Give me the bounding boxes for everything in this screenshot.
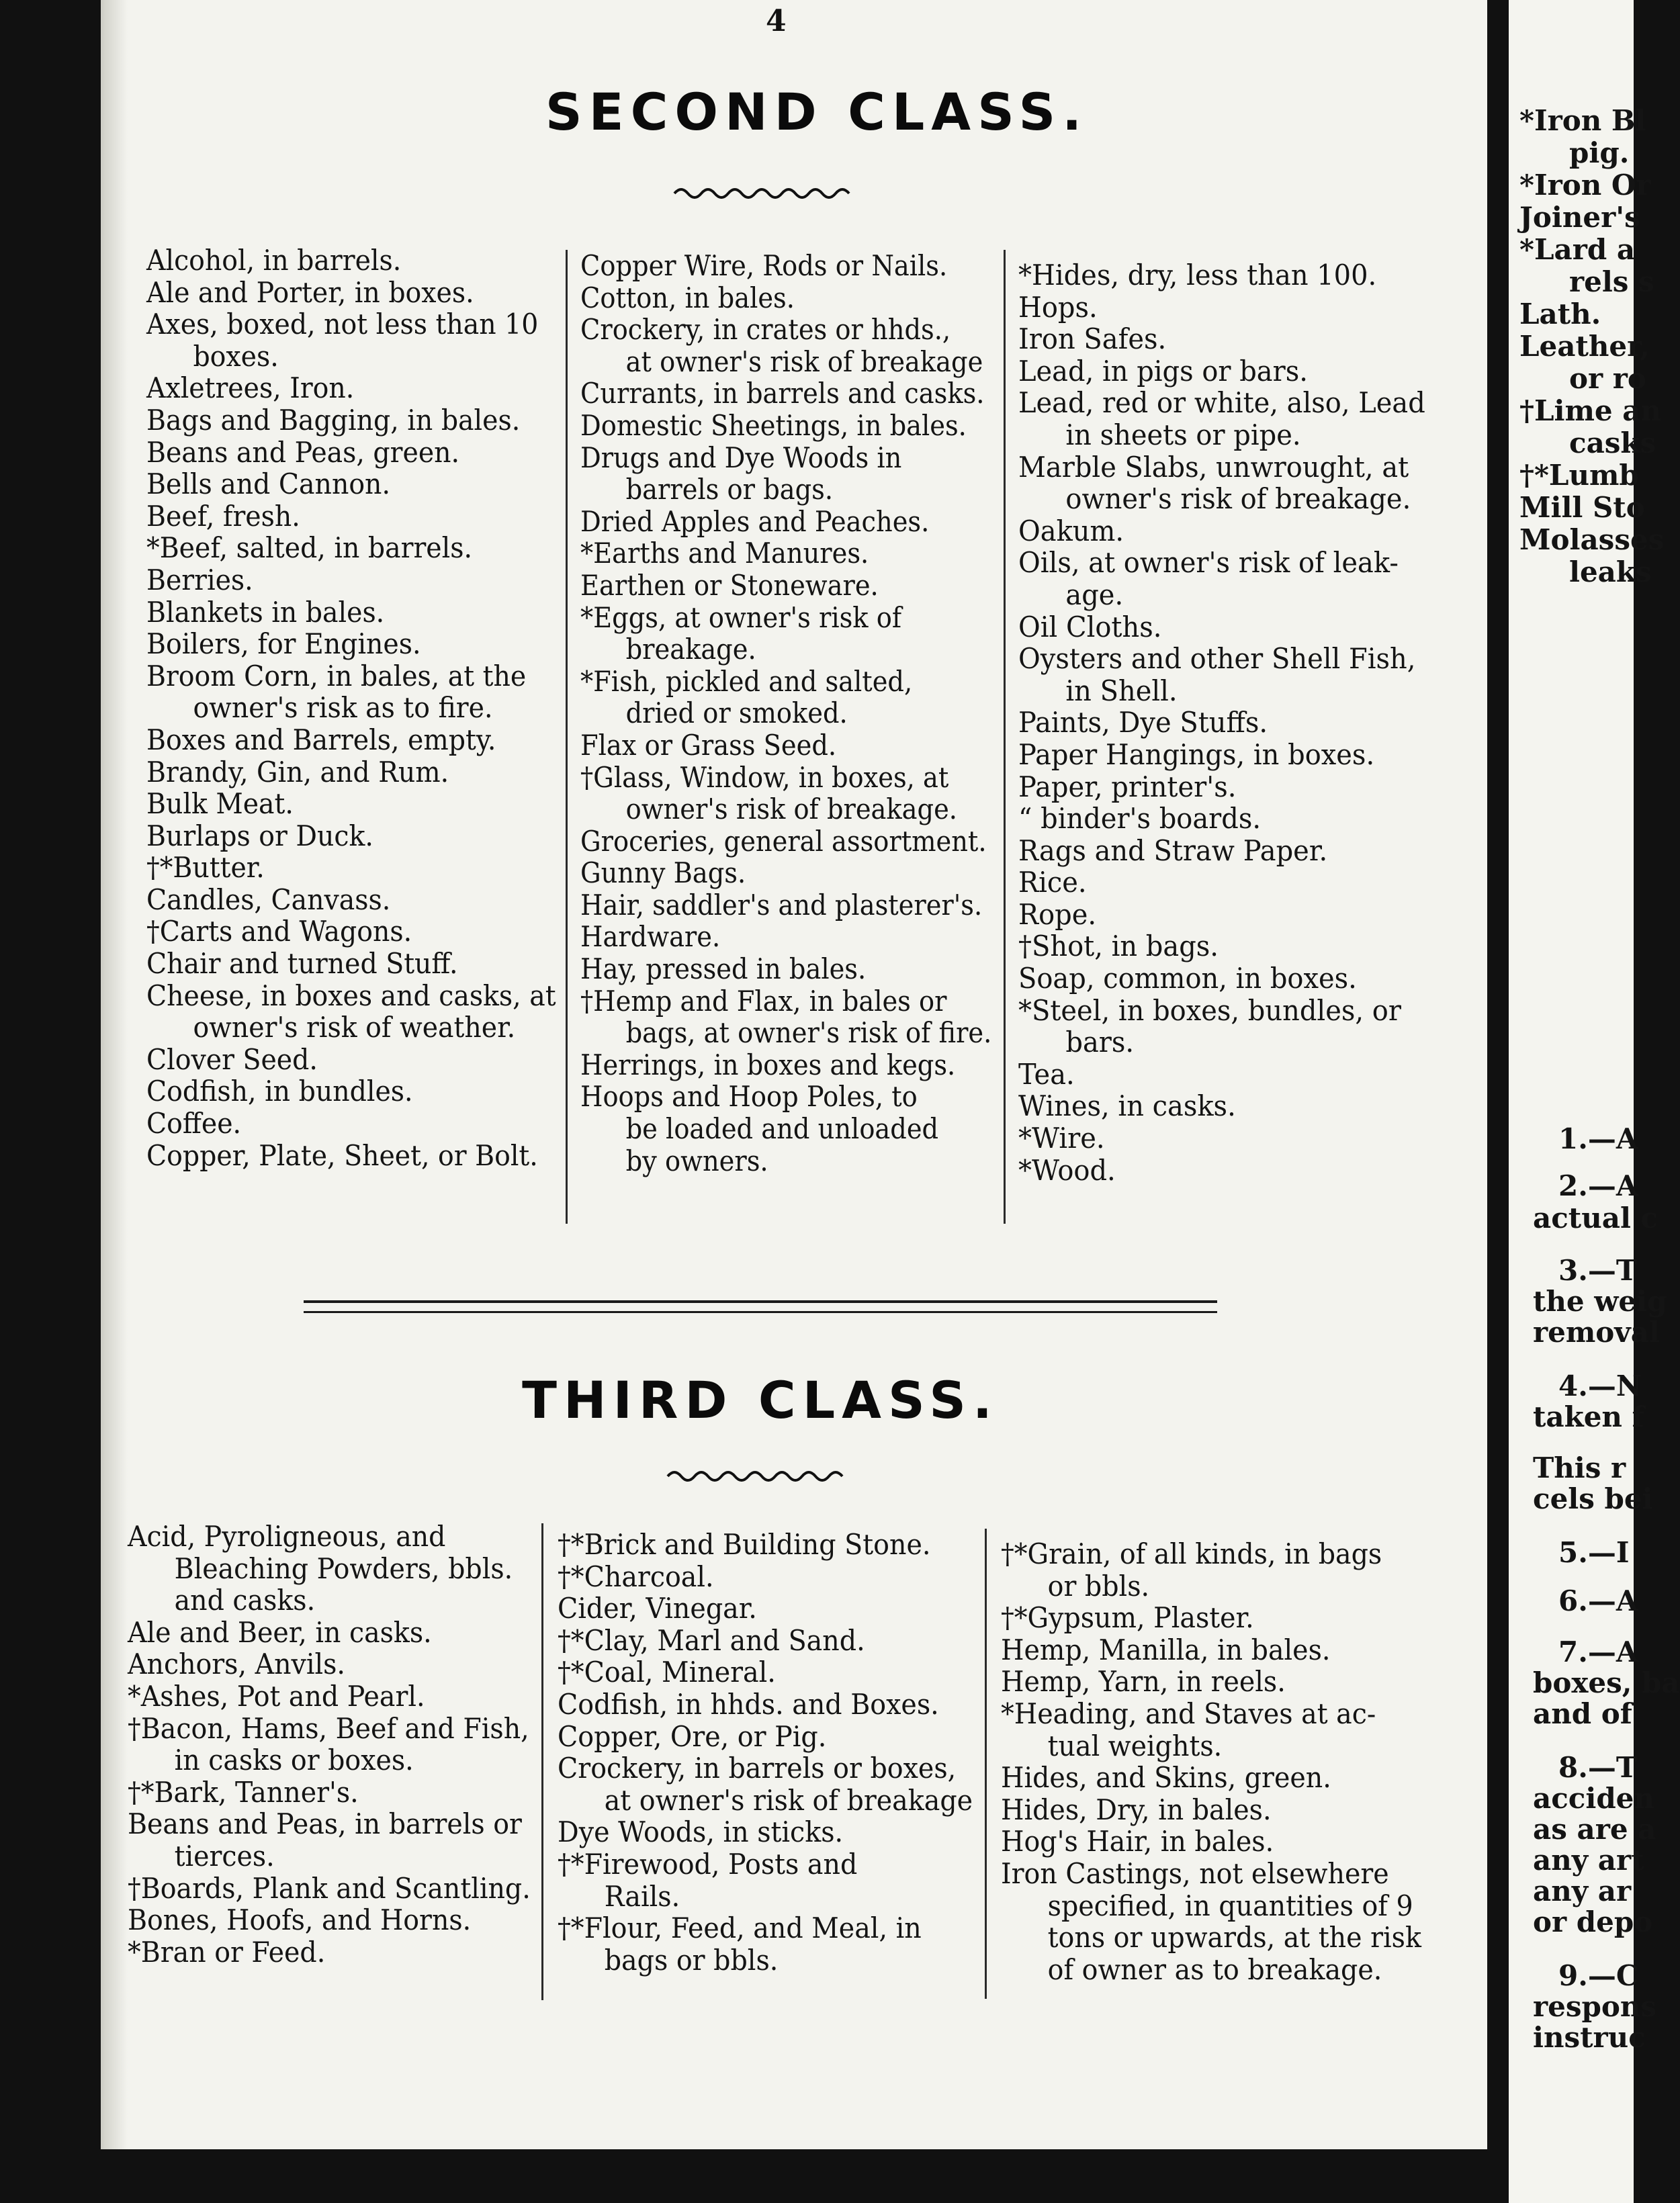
adjacent-page-line: Lath.	[1519, 298, 1601, 330]
list-item	[580, 602, 991, 666]
list-item-text: Acid, Pyroligneous, and	[128, 1520, 446, 1553]
list-item-continuation: tual weights.	[1047, 1729, 1223, 1762]
list-item-text: Beans and Peas, green.	[146, 435, 460, 469]
list-item-text: Flax or Grass Seed.	[580, 728, 837, 762]
list-item-text: Broom Corn, in bales, at the	[146, 659, 527, 692]
list-item-text: Hemp, Manilla, in bales.	[1001, 1633, 1331, 1666]
adjacent-page-rule-line: 9.—C	[1558, 1959, 1639, 1992]
adjacent-page-rule-line: boxes, ba	[1533, 1666, 1680, 1699]
column-divider	[541, 1523, 543, 2000]
list-item	[146, 628, 556, 660]
list-item	[580, 762, 991, 825]
list-item	[580, 985, 991, 1049]
ornament-squiggle	[672, 184, 860, 201]
list-item-text: *Earths and Manures.	[580, 537, 869, 570]
list-item	[128, 1936, 531, 1969]
list-item	[146, 788, 556, 820]
list-item	[146, 852, 556, 884]
list-item-text: Dried Apples and Peaches.	[580, 504, 930, 538]
list-item	[580, 442, 991, 506]
double-rule-top	[304, 1300, 1217, 1303]
list-item-continuation: at owner's risk of breakage	[625, 345, 983, 378]
list-item-text: Boilers, for Engines.	[146, 627, 421, 661]
adjacent-page-rule-line: as are a	[1533, 1813, 1656, 1846]
list-item	[1018, 515, 1425, 547]
list-item	[128, 1713, 531, 1777]
list-item-continuation: barrels or bags.	[625, 473, 834, 506]
list-item-continuation: bags, at owner's risk of fire.	[625, 1016, 992, 1050]
list-item-text: Axes, boxed, not less than 10	[146, 308, 539, 341]
adjacent-page-line: pig.	[1569, 136, 1630, 169]
list-item-continuation: owner's risk as to fire.	[193, 691, 493, 725]
list-item-text: Bells and Cannon.	[146, 467, 390, 501]
list-item	[146, 756, 556, 789]
list-item	[128, 1904, 531, 1936]
list-item-text: Rope.	[1018, 897, 1097, 931]
adjacent-page	[1509, 0, 1680, 2203]
list-item-text: Berries.	[146, 563, 253, 596]
list-item	[580, 314, 991, 377]
list-item	[146, 437, 556, 469]
list-item-text: *Beef, salted, in barrels.	[146, 531, 472, 565]
list-item	[146, 404, 556, 437]
list-item	[1018, 547, 1425, 611]
list-item	[1018, 1090, 1425, 1122]
list-item-text: Coffee.	[146, 1107, 242, 1140]
page-gutter-shadow	[101, 0, 128, 2149]
list-item-text: Beef, fresh.	[146, 499, 300, 533]
adjacent-page-line: Molasses	[1519, 523, 1665, 556]
list-item-text: Oysters and other Shell Fish,	[1018, 642, 1416, 676]
list-item	[580, 889, 991, 921]
list-item	[1018, 355, 1425, 388]
list-item-text: Brandy, Gin, and Rum.	[146, 755, 449, 789]
list-item-text: Paints, Dye Stuffs.	[1018, 706, 1268, 739]
list-item-text: †Boards, Plank and Scantling.	[128, 1871, 531, 1905]
adjacent-page-rule-line: 8.—T	[1558, 1751, 1638, 1784]
list-item	[558, 1529, 973, 1561]
list-item	[1018, 995, 1425, 1059]
list-item	[146, 1044, 556, 1076]
adjacent-page-line: rels s	[1569, 265, 1654, 298]
list-item	[558, 1656, 973, 1689]
list-item-continuation: by owners.	[625, 1144, 768, 1177]
list-item-text: †*Charcoal.	[558, 1560, 714, 1593]
list-item-text: †*Flour, Feed, and Meal, in	[558, 1912, 922, 1945]
adjacent-page-rule-line: and of	[1533, 1697, 1632, 1730]
column-divider	[985, 1529, 987, 1999]
list-item-text: Cotton, in bales.	[580, 281, 795, 314]
list-item-text: Axletrees, Iron.	[146, 371, 355, 405]
second-class-title: SECOND CLASS.	[545, 82, 1089, 142]
adjacent-page-line: leaks	[1569, 555, 1652, 588]
list-item-text: *Heading, and Staves at ac-	[1001, 1697, 1376, 1730]
list-item	[128, 1680, 531, 1713]
adjacent-page-line: †*Lumb	[1519, 459, 1639, 492]
list-item	[1001, 1826, 1421, 1858]
adjacent-page-rule-line: 3.—T	[1558, 1254, 1638, 1287]
list-item	[146, 244, 556, 277]
list-item	[1018, 1155, 1425, 1187]
list-item-continuation: bags or bbls.	[604, 1943, 779, 1977]
list-item	[1001, 1794, 1421, 1826]
list-item-text: Burlaps or Duck.	[146, 819, 373, 852]
list-item	[1018, 771, 1425, 803]
list-item-text: Beans and Peas, in barrels or	[128, 1807, 522, 1841]
list-item-continuation: bars.	[1065, 1026, 1135, 1059]
list-item	[558, 1721, 973, 1753]
list-item	[1018, 866, 1425, 899]
list-item	[580, 857, 991, 889]
list-item-text: Currants, in barrels and casks.	[580, 377, 985, 410]
list-item-text: Groceries, general assortment.	[580, 824, 987, 858]
list-item-text: Oil Cloths.	[1018, 610, 1162, 643]
list-item-text: Hoops and Hoop Poles, to	[580, 1080, 918, 1114]
list-item	[128, 1617, 531, 1649]
list-item-text: Wines, in casks.	[1018, 1089, 1236, 1123]
list-item	[558, 1752, 973, 1816]
list-item-continuation: breakage.	[625, 633, 756, 666]
list-item	[146, 948, 556, 980]
adjacent-page-rule-line: 2.—A	[1558, 1169, 1638, 1202]
list-item	[580, 1049, 991, 1081]
list-item-text: †Bacon, Hams, Beef and Fish,	[128, 1711, 529, 1745]
list-item	[1018, 611, 1425, 643]
list-item-text: *Ashes, Pot and Pearl.	[128, 1679, 425, 1713]
adjacent-page-rule-line: 7.—A	[1558, 1635, 1638, 1668]
list-item	[128, 1648, 531, 1680]
list-item	[146, 308, 556, 372]
list-item-text: “ binder's boards.	[1018, 802, 1262, 836]
list-item-continuation: owner's risk of weather.	[193, 1011, 516, 1044]
list-item-text: Dye Woods, in sticks.	[558, 1815, 844, 1849]
list-item	[1001, 1538, 1421, 1602]
list-item-continuation: tons or upwards, at the risk	[1047, 1921, 1421, 1954]
list-item-continuation: be loaded and unloaded	[625, 1112, 939, 1146]
list-item	[1018, 707, 1425, 739]
list-item	[128, 1808, 531, 1872]
list-item-text: Boxes and Barrels, empty.	[146, 723, 496, 756]
list-item-text: Tea.	[1018, 1057, 1075, 1091]
list-item-text: *Steel, in boxes, bundles, or	[1018, 993, 1401, 1027]
list-item-text: Rags and Straw Paper.	[1018, 834, 1328, 867]
list-item-text: Marble Slabs, unwrought, at	[1018, 450, 1409, 484]
adjacent-page-rule-line: cels bei	[1533, 1482, 1653, 1515]
adjacent-page-rule-line: actual c	[1533, 1202, 1659, 1234]
adjacent-page-rule-line: 5.—I	[1558, 1536, 1630, 1569]
list-item	[1018, 962, 1425, 995]
list-item	[146, 884, 556, 916]
list-item-text: Clover Seed.	[146, 1042, 318, 1076]
list-item	[580, 1081, 991, 1177]
list-item	[146, 532, 556, 564]
list-item	[580, 953, 991, 985]
list-item-text: Crockery, in crates or hhds.,	[580, 313, 951, 347]
list-item	[146, 564, 556, 596]
list-item-text: *Bran or Feed.	[128, 1935, 326, 1969]
list-item	[128, 1873, 531, 1905]
list-item	[558, 1561, 973, 1593]
list-item	[580, 282, 991, 314]
list-item	[1018, 323, 1425, 355]
list-item-text: Alcohol, in barrels.	[146, 244, 402, 277]
list-item	[146, 724, 556, 756]
list-item	[558, 1592, 973, 1625]
list-item-text: Rice.	[1018, 866, 1087, 899]
adjacent-page-line: or ro	[1569, 362, 1646, 395]
list-item	[580, 666, 991, 729]
list-item-text: Drugs and Dye Woods in	[580, 441, 902, 474]
list-item	[580, 537, 991, 570]
adjacent-page-line: Leather,	[1519, 330, 1650, 363]
list-item-text: Anchors, Anvils.	[128, 1648, 345, 1681]
list-item-continuation: of owner as to breakage.	[1047, 1952, 1382, 1986]
list-item-text: Ale and Porter, in boxes.	[146, 275, 474, 309]
column-divider	[566, 250, 568, 1224]
list-item-continuation: Rails.	[604, 1879, 680, 1913]
list-item-text: Hardware.	[580, 920, 721, 954]
list-item-continuation: age.	[1065, 578, 1124, 611]
list-item-continuation: or bbls.	[1047, 1569, 1150, 1603]
list-item-text: *Wire.	[1018, 1122, 1105, 1155]
list-item	[1001, 1666, 1421, 1698]
list-item	[1018, 1059, 1425, 1091]
list-item-text: Copper Wire, Rods or Nails.	[580, 249, 948, 282]
list-item	[146, 596, 556, 629]
list-item-text: Cheese, in boxes and casks, at	[146, 979, 556, 1012]
list-item-text: Paper, printer's.	[1018, 770, 1237, 803]
list-item	[146, 980, 556, 1044]
list-item-continuation: dried or smoked.	[625, 696, 848, 730]
list-item	[1018, 1122, 1425, 1155]
list-item-text: *Hides, dry, less than 100.	[1018, 259, 1377, 291]
list-item-text: Copper, Ore, or Pig.	[558, 1719, 827, 1753]
adjacent-page-list	[1519, 105, 1664, 588]
list-item-text: Gunny Bags.	[580, 856, 746, 890]
list-item	[1001, 1762, 1421, 1794]
list-item-text: Blankets in bales.	[146, 595, 385, 629]
double-rule-bottom	[304, 1311, 1217, 1313]
adjacent-page-rule-line: or depo	[1533, 1905, 1653, 1938]
adjacent-page-rule-line: instruc	[1533, 2021, 1646, 2054]
list-item	[1018, 291, 1425, 324]
list-item	[128, 1521, 531, 1617]
list-item-text: Hides, Dry, in bales.	[1001, 1793, 1272, 1826]
list-item	[146, 500, 556, 533]
third-class-title: THIRD CLASS.	[522, 1370, 999, 1430]
adjacent-page-rule-line: 4.—N	[1558, 1369, 1642, 1402]
second-class-column-3	[1018, 259, 1425, 1186]
list-item-text: †Hemp and Flax, in bales or	[580, 984, 947, 1018]
list-item	[1018, 739, 1425, 771]
list-item	[1001, 1698, 1421, 1762]
list-item-text: Earthen or Stoneware.	[580, 568, 879, 602]
adjacent-page-rule-line: respons	[1533, 1990, 1657, 2023]
list-item	[580, 729, 991, 762]
list-item	[1018, 451, 1425, 515]
list-item-text: †*Clay, Marl and Sand.	[558, 1623, 865, 1657]
list-item-text: Candles, Canvass.	[146, 883, 391, 916]
adjacent-page-rule-line: any art	[1533, 1844, 1644, 1877]
adjacent-page-rule-line: any ar	[1533, 1875, 1632, 1907]
list-item-text: †Glass, Window, in boxes, at	[580, 760, 949, 794]
list-item-text: *Eggs, at owner's risk of	[580, 600, 902, 634]
list-item-continuation: at owner's risk of breakage	[604, 1783, 973, 1817]
adjacent-page-rule-line: acciden	[1533, 1782, 1654, 1815]
second-class-column-2	[580, 250, 991, 1177]
list-item-text: Oils, at owner's risk of leak-	[1018, 546, 1399, 580]
list-item	[580, 377, 991, 410]
list-item	[580, 250, 991, 282]
list-item	[558, 1912, 973, 1976]
list-item	[580, 410, 991, 442]
list-item	[1018, 899, 1425, 931]
list-item-text: Iron Safes.	[1018, 322, 1167, 356]
list-item	[146, 820, 556, 852]
list-item-text: Chair and turned Stuff.	[146, 947, 458, 981]
list-item-text: Cider, Vinegar.	[558, 1592, 757, 1625]
list-item	[146, 915, 556, 948]
list-item-text: †*Butter.	[146, 851, 265, 885]
list-item-text: Lead, red or white, also, Lead	[1018, 386, 1425, 420]
list-item-continuation: owner's risk of breakage.	[1065, 482, 1411, 516]
second-class-column-1	[146, 244, 556, 1171]
list-item-text: Paper Hangings, in boxes.	[1018, 737, 1375, 771]
adjacent-page-line: †Lime an	[1519, 394, 1661, 427]
list-item-text: Hog's Hair, in bales.	[1001, 1825, 1274, 1858]
list-item-text: †*Brick and Building Stone.	[558, 1528, 931, 1561]
adjacent-page-rule-line: 6.—A	[1558, 1584, 1638, 1617]
list-item-continuation: in sheets or pipe.	[1065, 418, 1301, 451]
list-item-text: Oakum.	[1018, 514, 1124, 547]
list-item-continuation: specified, in quantities of 9	[1047, 1889, 1413, 1922]
list-item	[1001, 1858, 1421, 1985]
list-item-text: †*Bark, Tanner's.	[128, 1775, 359, 1809]
list-item	[146, 372, 556, 404]
list-item-text: Hair, saddler's and plasterer's.	[580, 888, 983, 921]
list-item-text: Herrings, in boxes and kegs.	[580, 1048, 956, 1081]
list-item-continuation: tierces.	[174, 1839, 275, 1873]
list-item	[146, 1108, 556, 1140]
third-class-column-2	[558, 1529, 973, 1976]
list-item-text: Iron Castings, not elsewhere	[1001, 1856, 1389, 1890]
list-item-text: †*Firewood, Posts and	[558, 1847, 858, 1881]
adjacent-page-rule-line: the weig	[1533, 1285, 1667, 1318]
column-divider	[1004, 250, 1006, 1224]
list-item-text: Codfish, in bundles.	[146, 1075, 413, 1108]
list-item	[558, 1848, 973, 1912]
list-item	[580, 921, 991, 953]
third-class-column-3	[1001, 1538, 1421, 1985]
list-item	[1018, 259, 1425, 291]
list-item-text: Soap, common, in boxes.	[1018, 962, 1357, 995]
list-item	[1018, 803, 1425, 835]
list-item-text: Copper, Plate, Sheet, or Bolt.	[146, 1138, 538, 1172]
list-item	[146, 468, 556, 500]
list-item	[128, 1777, 531, 1809]
list-item	[146, 277, 556, 309]
adjacent-page-line: *Lard a	[1519, 233, 1636, 266]
list-item-text: Bags and Bagging, in bales.	[146, 403, 521, 437]
adjacent-page-rule-line: 1.—A	[1558, 1122, 1638, 1155]
list-item	[146, 660, 556, 724]
list-item	[1018, 643, 1425, 707]
list-item-continuation: Bleaching Powders, bbls.	[174, 1552, 513, 1585]
list-item-text: Hay, pressed in bales.	[580, 952, 867, 986]
list-item	[1001, 1602, 1421, 1634]
list-item-continuation: and casks.	[174, 1584, 316, 1617]
list-item-text: Hides, and Skins, green.	[1001, 1761, 1331, 1795]
list-item-text: Hops.	[1018, 290, 1098, 324]
list-item	[1018, 387, 1425, 451]
list-item-text: Bones, Hoofs, and Horns.	[128, 1903, 472, 1937]
list-item-text: *Fish, pickled and salted,	[580, 664, 913, 698]
list-item-text: †*Gypsum, Plaster.	[1001, 1601, 1254, 1635]
page-number: 4	[766, 4, 787, 38]
third-class-column-1	[128, 1521, 531, 1968]
list-item-text: Domestic Sheetings, in bales.	[580, 408, 967, 442]
list-item-text: *Wood.	[1018, 1153, 1116, 1187]
list-item	[558, 1625, 973, 1657]
list-item-text: Ale and Beer, in casks.	[128, 1615, 432, 1649]
list-item-text: Lead, in pigs or bars.	[1018, 354, 1308, 388]
list-item	[558, 1689, 973, 1721]
list-item	[580, 825, 991, 858]
list-item	[146, 1075, 556, 1108]
list-item-text: Bulk Meat.	[146, 787, 294, 821]
ornament-squiggle	[665, 1467, 860, 1484]
list-item-continuation: in casks or boxes.	[174, 1744, 414, 1777]
list-item-text: †*Coal, Mineral.	[558, 1656, 776, 1689]
list-item	[146, 1140, 556, 1172]
list-item	[1001, 1634, 1421, 1666]
adjacent-page-line: *Iron Or	[1519, 169, 1651, 201]
adjacent-page-rule-line: This r	[1533, 1451, 1626, 1484]
list-item	[1018, 930, 1425, 962]
list-item-text: †Shot, in bags.	[1018, 930, 1219, 963]
list-item-text: Hemp, Yarn, in reels.	[1001, 1665, 1286, 1699]
adjacent-page-line: Mill Sto	[1519, 491, 1645, 524]
list-item	[580, 506, 991, 538]
adjacent-page-line: Joiner's	[1519, 201, 1640, 234]
list-item	[558, 1816, 973, 1848]
list-item-text: Codfish, in hhds. and Boxes.	[558, 1687, 939, 1721]
adjacent-page-rule-line: taken f	[1533, 1400, 1644, 1433]
adjacent-page-line: casks	[1569, 426, 1656, 459]
list-item-continuation: owner's risk of breakage.	[625, 793, 957, 826]
list-item-text: †Carts and Wagons.	[146, 915, 412, 948]
list-item-continuation: boxes.	[193, 339, 279, 373]
list-item	[1018, 835, 1425, 867]
list-item-continuation: in Shell.	[1065, 674, 1178, 707]
list-item	[580, 570, 991, 602]
adjacent-page-rule-line: removal	[1533, 1316, 1660, 1349]
list-item-text: Crockery, in barrels or boxes,	[558, 1752, 957, 1785]
list-item-text: †*Grain, of all kinds, in bags	[1001, 1537, 1382, 1570]
adjacent-page-line: *Iron Bl	[1519, 104, 1646, 137]
